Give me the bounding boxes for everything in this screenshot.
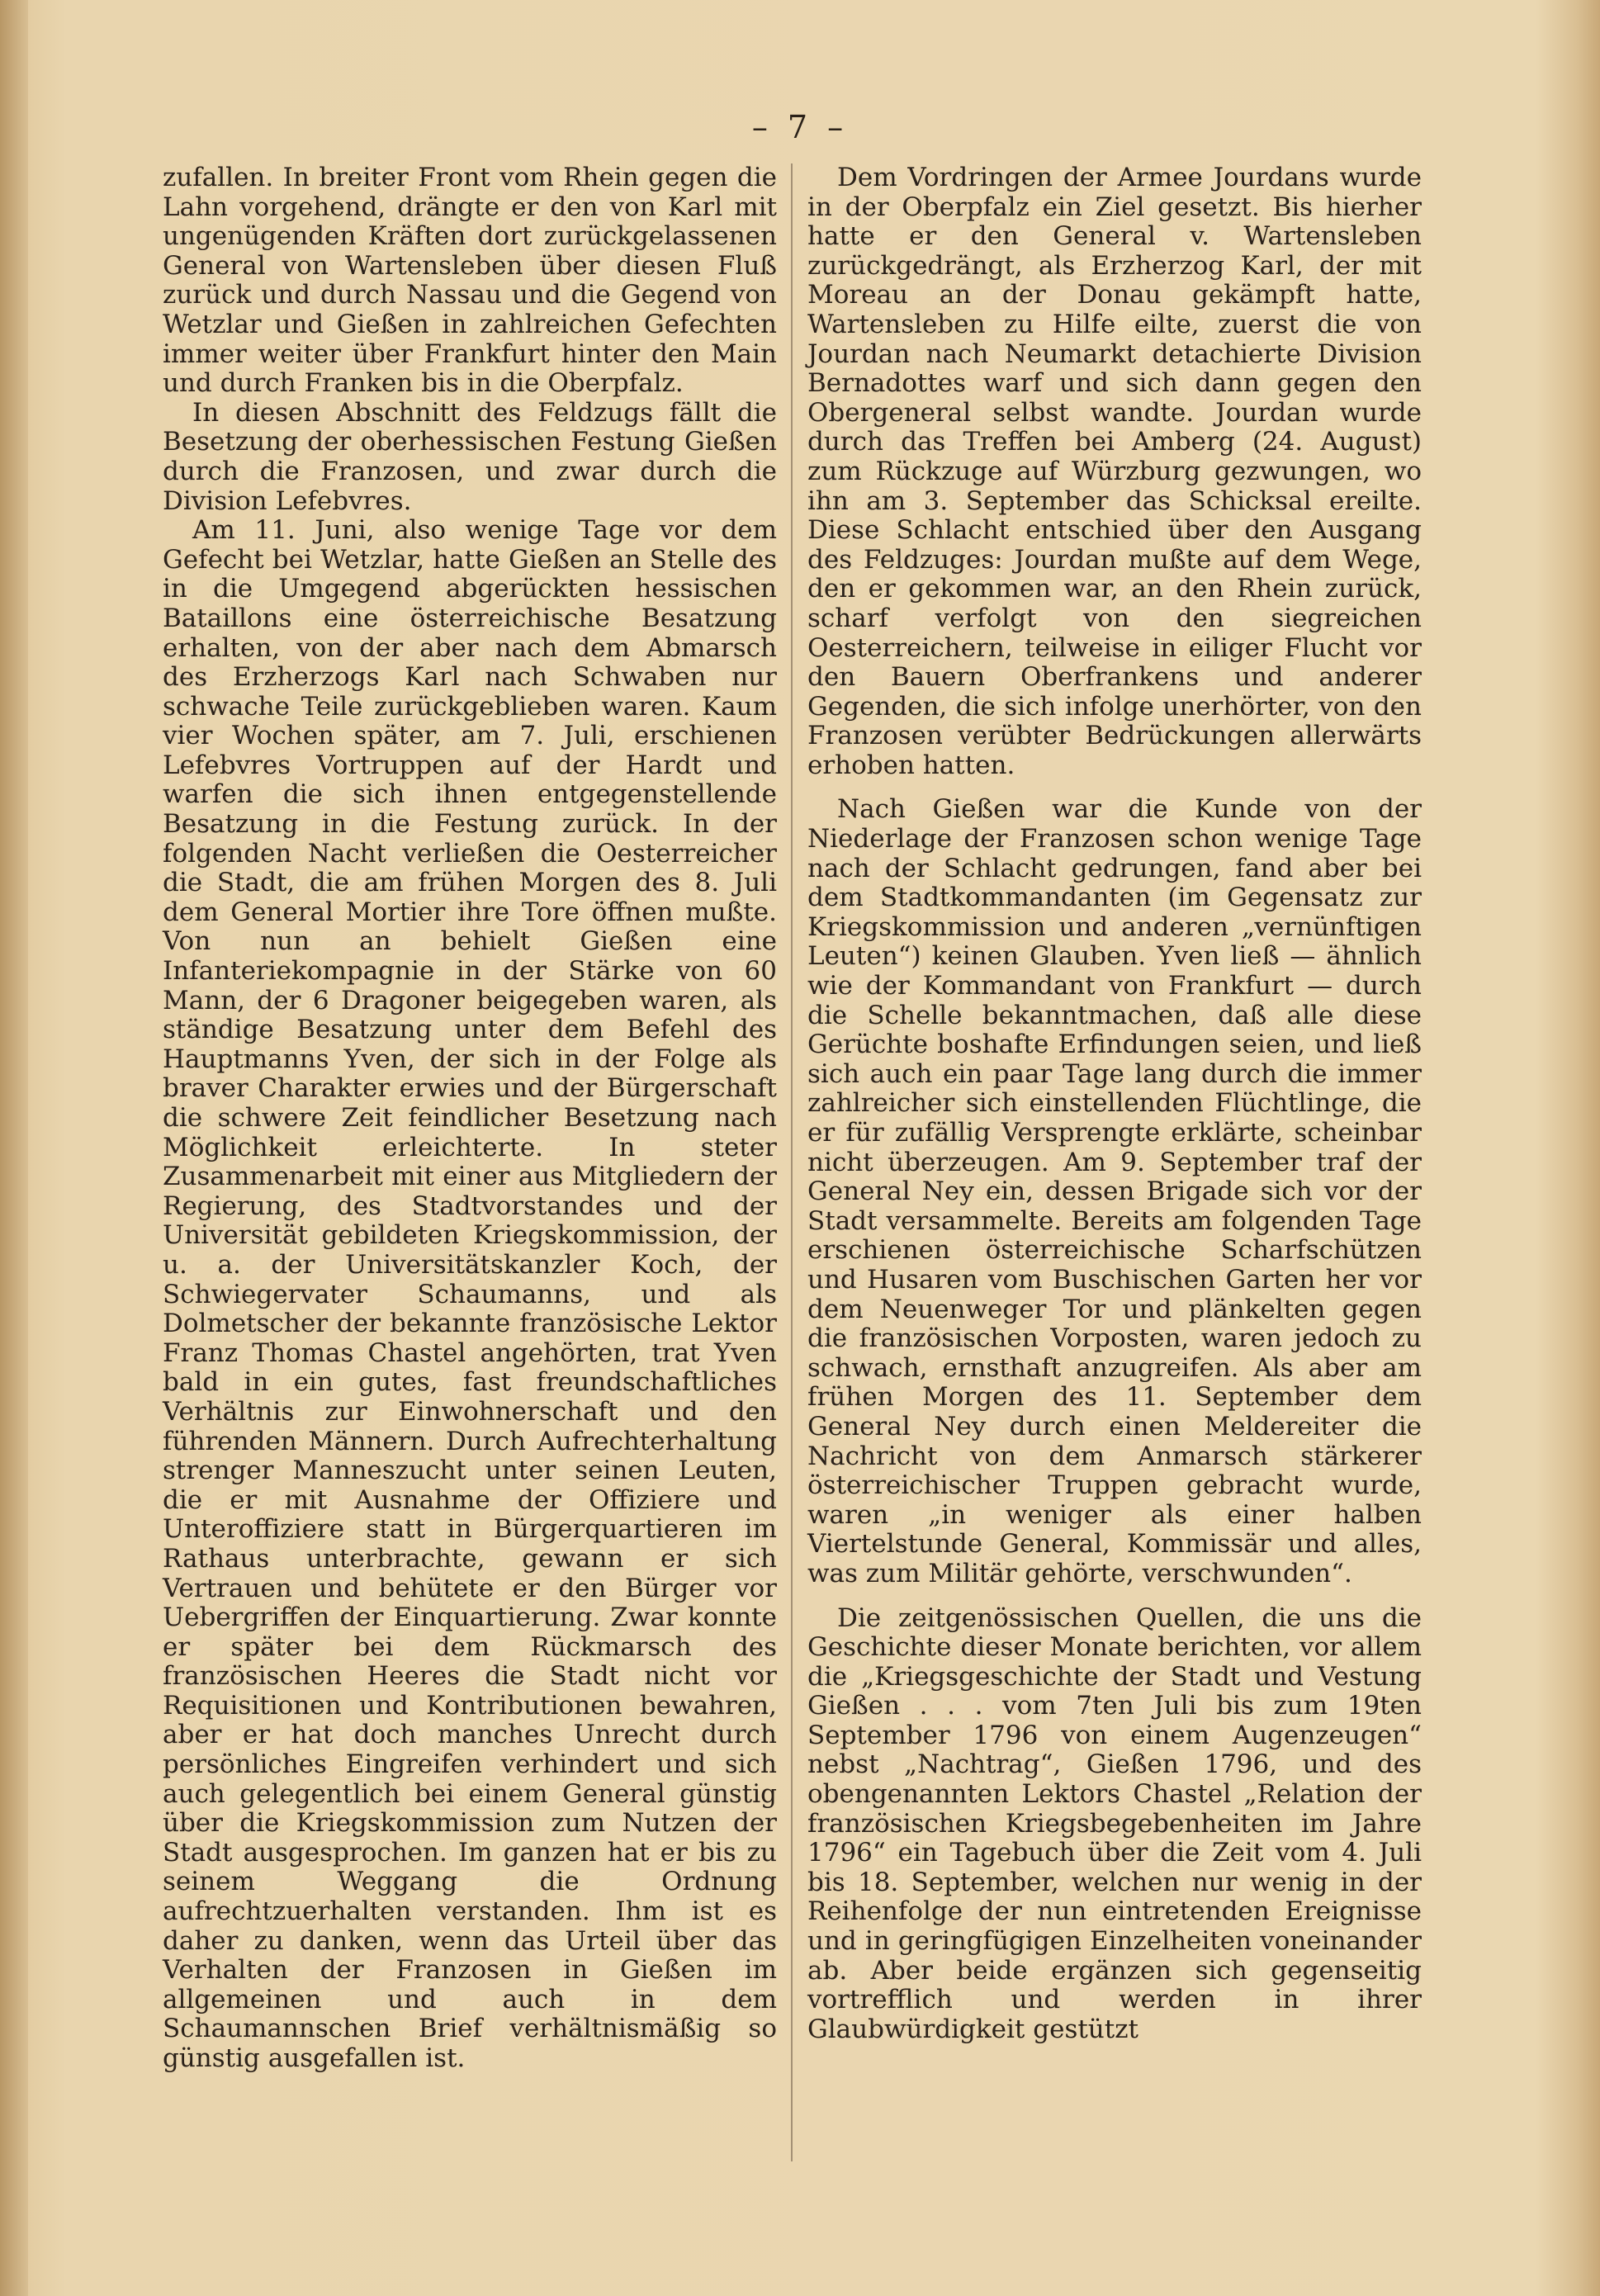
right-column	[807, 163, 1422, 2044]
binding-edge	[0, 0, 28, 2296]
paragraph: In diesen Abschnitt des Feldzugs fällt die Besetzung der oberhessischen Festung Gießen durch die Franzosen, und zwar durch die Division Lefebvres.	[163, 397, 777, 516]
paragraph: Am 11. Juni, also wenige Tage vor dem Gefecht bei Wetzlar, hatte Gießen an Stelle des in die Umgegend abgerückten hessischen Bataillons eine österreichische Besatzung erhalten, von der aber nach dem Abmarsch des Erzherzogs Karl nach Schwaben nur schwache Teile zurückgeblieben waren. Kaum vier Wochen später, am 7. Juli, erschienen Lefebvres Vortruppen auf der Hardt und warfen die sich ihnen entgegenstellende Besatzung in die Festung zurück. In der folgenden Nacht verließen die Oesterreicher die Stadt, die am frühen Morgen des 8. Juli dem General Mortier ihre Tore öffnen mußte. Von nun an behielt Gießen eine Infanteriekompagnie in der Stärke von 60 Mann, der 6 Dragoner beigegeben waren, als ständige Besatzung unter dem Befehl des Hauptmanns Yven, der sich in der Folge als braver Charakter erwies und der Bürgerschaft die schwere Zeit feindlicher Besetzung nach Möglichkeit erleichterte. In steter Zusammenarbeit mit einer aus Mitgliedern der Regierung, des Stadtvorstandes und der Universität gebildeten Kriegskommission, der u. a. der Universitätskanzler Koch, der Schwiegervater Schaumanns, und als Dolmetscher der bekannte französische Lektor Franz Thomas Chastel angehörten, trat Yven bald in ein gutes, fast freundschaftliches Verhältnis zur Einwohnerschaft und den führenden Männern. Durch Aufrechterhaltung strenger Manneszucht unter seinen Leuten, die er mit Ausnahme der Offiziere und Unteroffiziere statt in Bürgerquartieren im Rathaus unterbrachte, gewann er sich Vertrauen und behütete er den Bürger vor Uebergriffen der Einquartierung. Zwar konnte er später bei dem Rückmarsch des französischen Heeres die Stadt nicht vor Requisitionen und Kontributionen bewahren, aber er hat doch manches Unrecht durch persönliches Eingreifen verhindert und sich auch gelegentlich bei einem General günstig über die Kriegskommission zum Nutzen der Stadt ausgesprochen. Im ganzen hat er bis zu seinem Weggang die Ordnung aufrechtzuerhalten verstanden. Ihm ist es daher zu danken, wenn das Urteil über das Verhalten der Franzosen in Gießen im allgemeinen und auch in dem Schaumannschen Brief verhältnismäßig so günstig ausgefallen ist.	[163, 515, 777, 2073]
paragraph: Dem Vordringen der Armee Jourdans wurde in der Oberpfalz ein Ziel gesetzt. Bis hierher hatte er den General v. Wartensleben zurückgedrängt, als Erzherzog Karl, der mit Moreau an der Donau gekämpft hatte, Wartensleben zu Hilfe eilte, zuerst die von Jourdan nach Neumarkt detachierte Division Bernadottes warf und sich dann gegen den Obergeneral selbst wandte. Jourdan wurde durch das Treffen bei Amberg (24. August) zum Rückzuge auf Würzburg gezwungen, wo ihn am 3. September das Schicksal ereilte. Diese Schlacht entschied über den Ausgang des Feldzuges: Jourdan mußte auf dem Wege, den er gekommen war, an den Rhein zurück, scharf verfolgt von den siegreichen Oesterreichern, teilweise in eiliger Flucht vor den Bauern Oberfrankens und anderer Gegenden, die sich infolge unerhörter, von den Franzosen verübter Bedrückungen allerwärts erhoben hatten.	[807, 163, 1422, 780]
paragraph: zufallen. In breiter Front vom Rhein gegen die Lahn vorgehend, drängte er den von Karl mit ungenügenden Kräften dort zurückgelassenen General von Wartensleben über diesen Fluß zurück und durch Nassau und die Gegend von Wetzlar und Gießen in zahlreichen Gefechten immer weiter über Frankfurt hinter den Main und durch Franken bis in die Oberpfalz.	[163, 163, 777, 399]
paragraph: Die zeitgenössischen Quellen, die uns die Geschichte dieser Monate berichten, vor allem die „Kriegsgeschichte der Stadt und Vestung Gießen . . . vom 7ten Juli bis zum 19ten September 1796 von einem Augenzeugen“ nebst „Nachtrag“, Gießen 1796, und des obengenannten Lektors Chastel „Relation der französischen Kriegsbegebenheiten im Jahre 1796“ ein Tagebuch über die Zeit vom 4. Juli bis 18. September, welchen nur wenig in der Reihenfolge der nun eintretenden Ereignisse und in geringfügigen Einzelheiten voneinander ab. Aber beide ergänzen sich gegenseitig vortrefflich und werden in ihrer Glaubwürdigkeit gestützt	[807, 1602, 1422, 2044]
column-divider	[791, 163, 793, 2161]
left-column	[163, 163, 777, 2074]
paragraph: Nach Gießen war die Kunde von der Niederlage der Franzosen schon wenige Tage nach der Schlacht gedrungen, fand aber bei dem Stadtkommandanten (im Gegensatz zur Kriegskommission und anderen „vernünftigen Leuten“) keinen Glauben. Yven ließ — ähnlich wie der Kommandant von Frankfurt — durch die Schelle bekanntmachen, daß alle diese Gerüchte boshafte Erfindungen seien, und ließ sich auch ein paar Tage lang durch die immer zahlreicher sich einstellenden Flüchtlinge, die er für zufällig Versprengte erklärte, scheinbar nicht überzeugen. Am 9. September traf der General Ney ein, dessen Brigade sich vor der Stadt versammelte. Bereits am folgenden Tage erschienen österreichische Scharfschützen und Husaren vom Buschischen Garten her vor dem Neuenweger Tor und plänkelten gegen die französischen Vorposten, waren jedoch zu schwach, ernsthaft anzugreifen. Als aber am frühen Morgen des 11. September dem General Ney durch einen Meldereiter die Nachricht von dem Anmarsch stärkerer österreichischer Truppen gebracht wurde, waren „in weniger als einer halben Viertelstunde General, Kommissär und alles, was zum Militär gehörte, verschwunden“.	[807, 794, 1422, 1588]
page-number: – 7 –	[751, 109, 849, 145]
